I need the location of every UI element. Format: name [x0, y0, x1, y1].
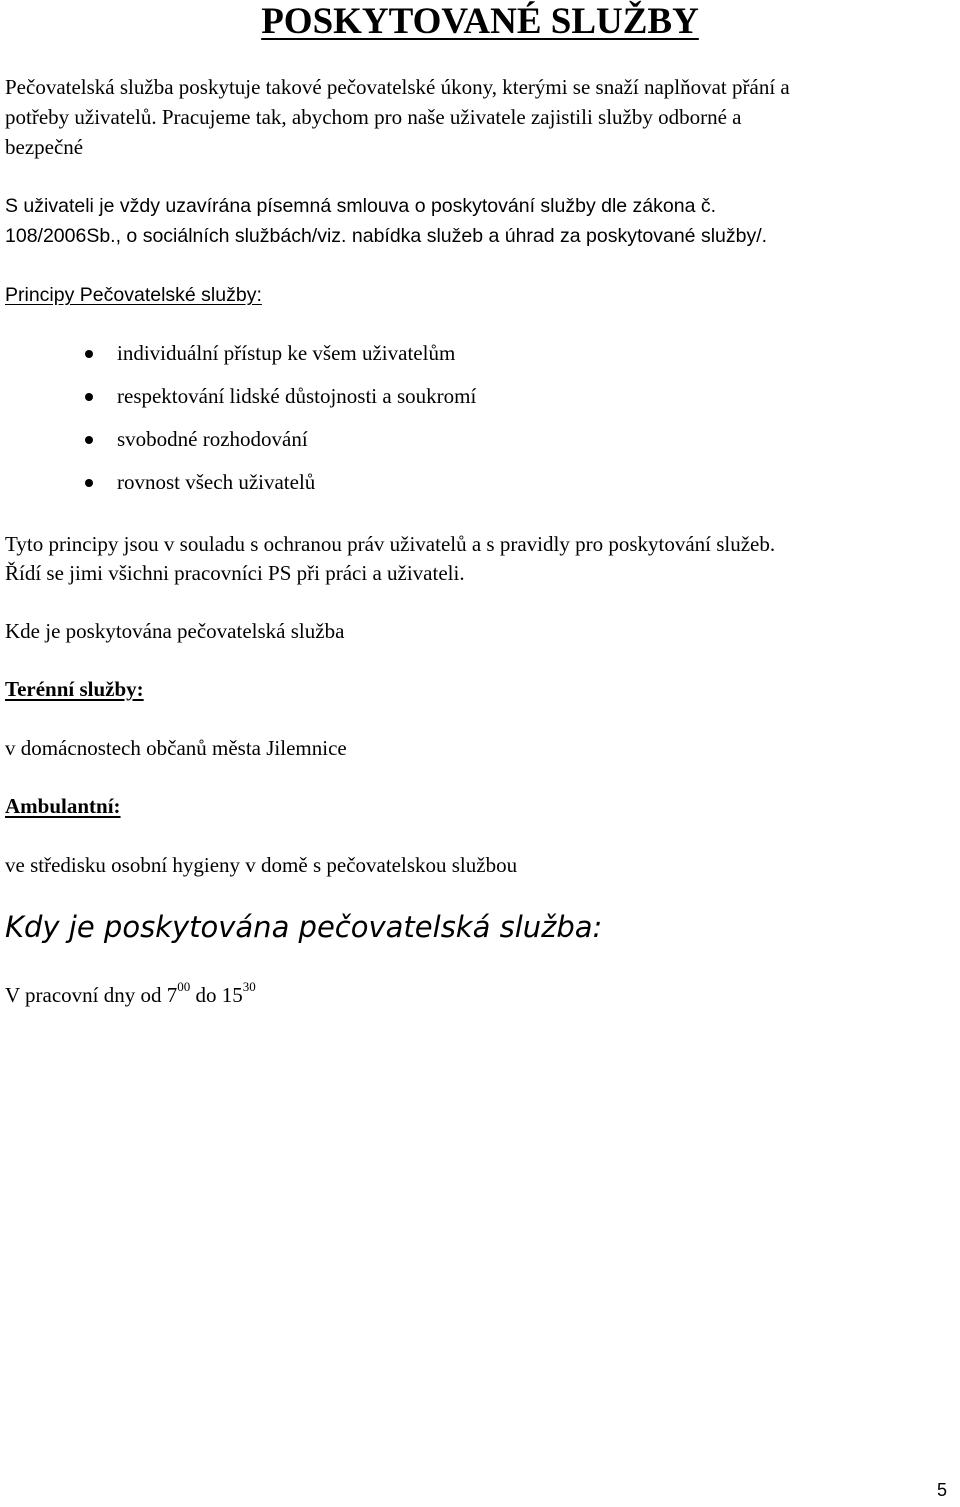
- page-title: POSKYTOVANÉ SLUŽBY: [261, 1, 699, 42]
- principles-note-line-2: Řídí se jimi všichni pracovníci PS při práci a uživateli.: [5, 561, 465, 585]
- from-minutes: 00: [177, 979, 191, 994]
- principle-item: [85, 470, 316, 495]
- principle-item-label: respektování lidské důstojnosti a soukromí: [117, 384, 477, 408]
- where-heading: Kde je poskytována pečovatelská služba: [5, 619, 345, 643]
- principles-note-line-1: Tyto principy jsou v souladu s ochranou práv uživatelů a s pravidly pro poskytování služeb.: [5, 532, 776, 556]
- when-heading: Kdy je poskytována pečovatelská služba:: [5, 910, 603, 944]
- working-hours-prefix: V pracovní dny od 7: [5, 983, 178, 1007]
- ambulant-heading: Ambulantní:: [5, 794, 121, 818]
- intro-line-1: Pečovatelská služba poskytuje takové pečovatelské úkony, kterými se snaží naplňovat přání a: [5, 75, 790, 99]
- working-hours-middle: do 15: [190, 983, 243, 1007]
- field-services-heading: Terénní služby:: [5, 677, 144, 701]
- field-services-text: v domácnostech občanů města Jilemnice: [5, 736, 347, 760]
- contract-line-1: S uživateli je vždy uzavírána písemná smlouva o poskytování služby dle zákona č.: [5, 195, 717, 217]
- to-minutes: 30: [242, 979, 256, 994]
- intro-line-3: bezpečné: [5, 135, 84, 159]
- principle-item: [85, 384, 477, 409]
- page-number: 5: [937, 1480, 948, 1500]
- working-hours: [5, 980, 256, 1011]
- principle-item: [85, 427, 308, 452]
- principle-item-label: rovnost všech uživatelů: [117, 470, 316, 494]
- intro-line-2: potřeby uživatelů. Pracujeme tak, abychom pro naše uživatele zajistili služby odborné a: [5, 105, 742, 129]
- principles-heading: Principy Pečovatelské služby:: [5, 284, 262, 306]
- principle-item-label: svobodné rozhodování: [117, 427, 308, 451]
- contract-line-2: 108/2006Sb., o sociálních službách/viz. nabídka služeb a úhrad za poskytované služby/.: [5, 225, 768, 247]
- ambulant-text: ve středisku osobní hygieny v domě s pečovatelskou službou: [5, 853, 518, 877]
- principle-item: [85, 341, 456, 366]
- principle-item-label: individuální přístup ke všem uživatelům: [117, 341, 456, 365]
